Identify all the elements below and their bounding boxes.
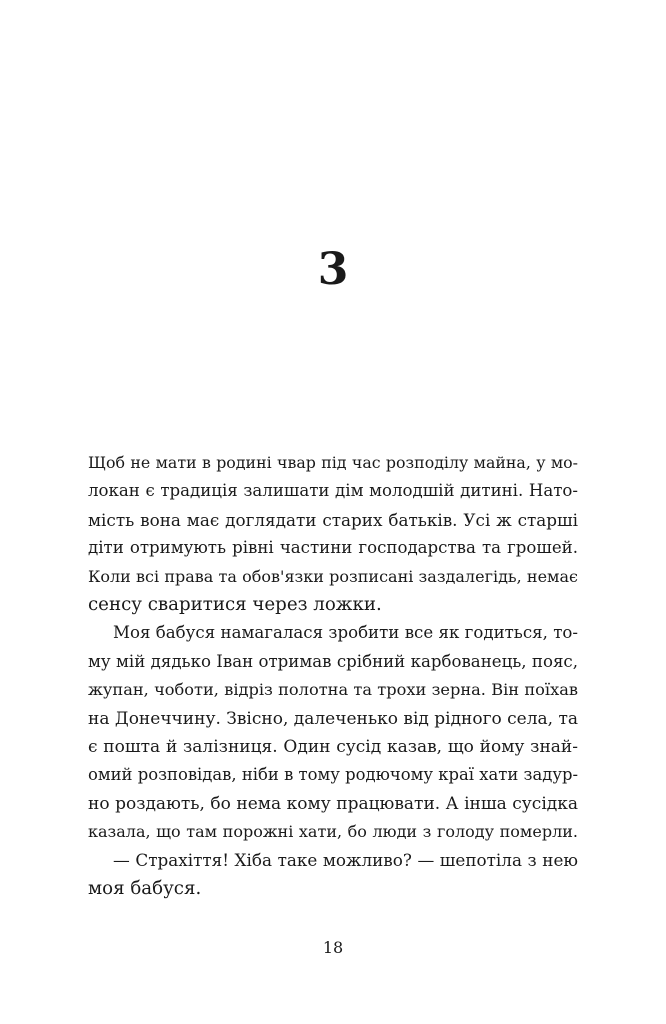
text-line: моя бабуся. bbox=[88, 877, 202, 899]
text-line: локан є традиція залишати дім молодшій дитині. Натo- bbox=[88, 481, 578, 501]
text-line: Коли всі права та обов'язки розписані заздалегідь, немає bbox=[88, 566, 578, 586]
page-number: 18 bbox=[322, 938, 344, 957]
text-line: діти отримують рівні частини господарства та грошей. bbox=[88, 538, 578, 558]
chapter-body-text bbox=[88, 449, 578, 903]
text-line: є пошта й залізниця. Один сусід казав, що йому знай- bbox=[88, 736, 578, 757]
text-line: казала, що там порожні хати, бо люди з голоду померли. bbox=[88, 822, 578, 842]
text-line: му мій дядько Іван отримав срібний карбованець, пояс, bbox=[88, 651, 578, 671]
text-line: — Страхіття! Хіба таке можливо? — шепотіла з нею bbox=[113, 850, 578, 871]
text-line: Моя бабуся намагалася зробити все як годиться, то- bbox=[113, 623, 578, 643]
text-line: Щоб не мати в родині чвар під час розподілу майна, у мо- bbox=[88, 453, 578, 472]
chapter-number: 3 bbox=[317, 244, 349, 295]
text-line: сенсу сваритися через ложки. bbox=[88, 593, 382, 615]
text-line: жупан, чоботи, відріз полотна та трохи зерна. Він поїхав bbox=[88, 680, 578, 700]
text-line: мість вона має доглядати старих батьків. Усі ж старші bbox=[88, 509, 578, 530]
text-line: но роздають, бо нема кому працювати. А інша сусідка bbox=[88, 793, 578, 814]
text-line: на Донеччину. Звісно, далеченько від рідного села, та bbox=[88, 708, 579, 729]
text-line: омий розповідав, ніби в тому родючому краї хати задур- bbox=[88, 765, 578, 785]
